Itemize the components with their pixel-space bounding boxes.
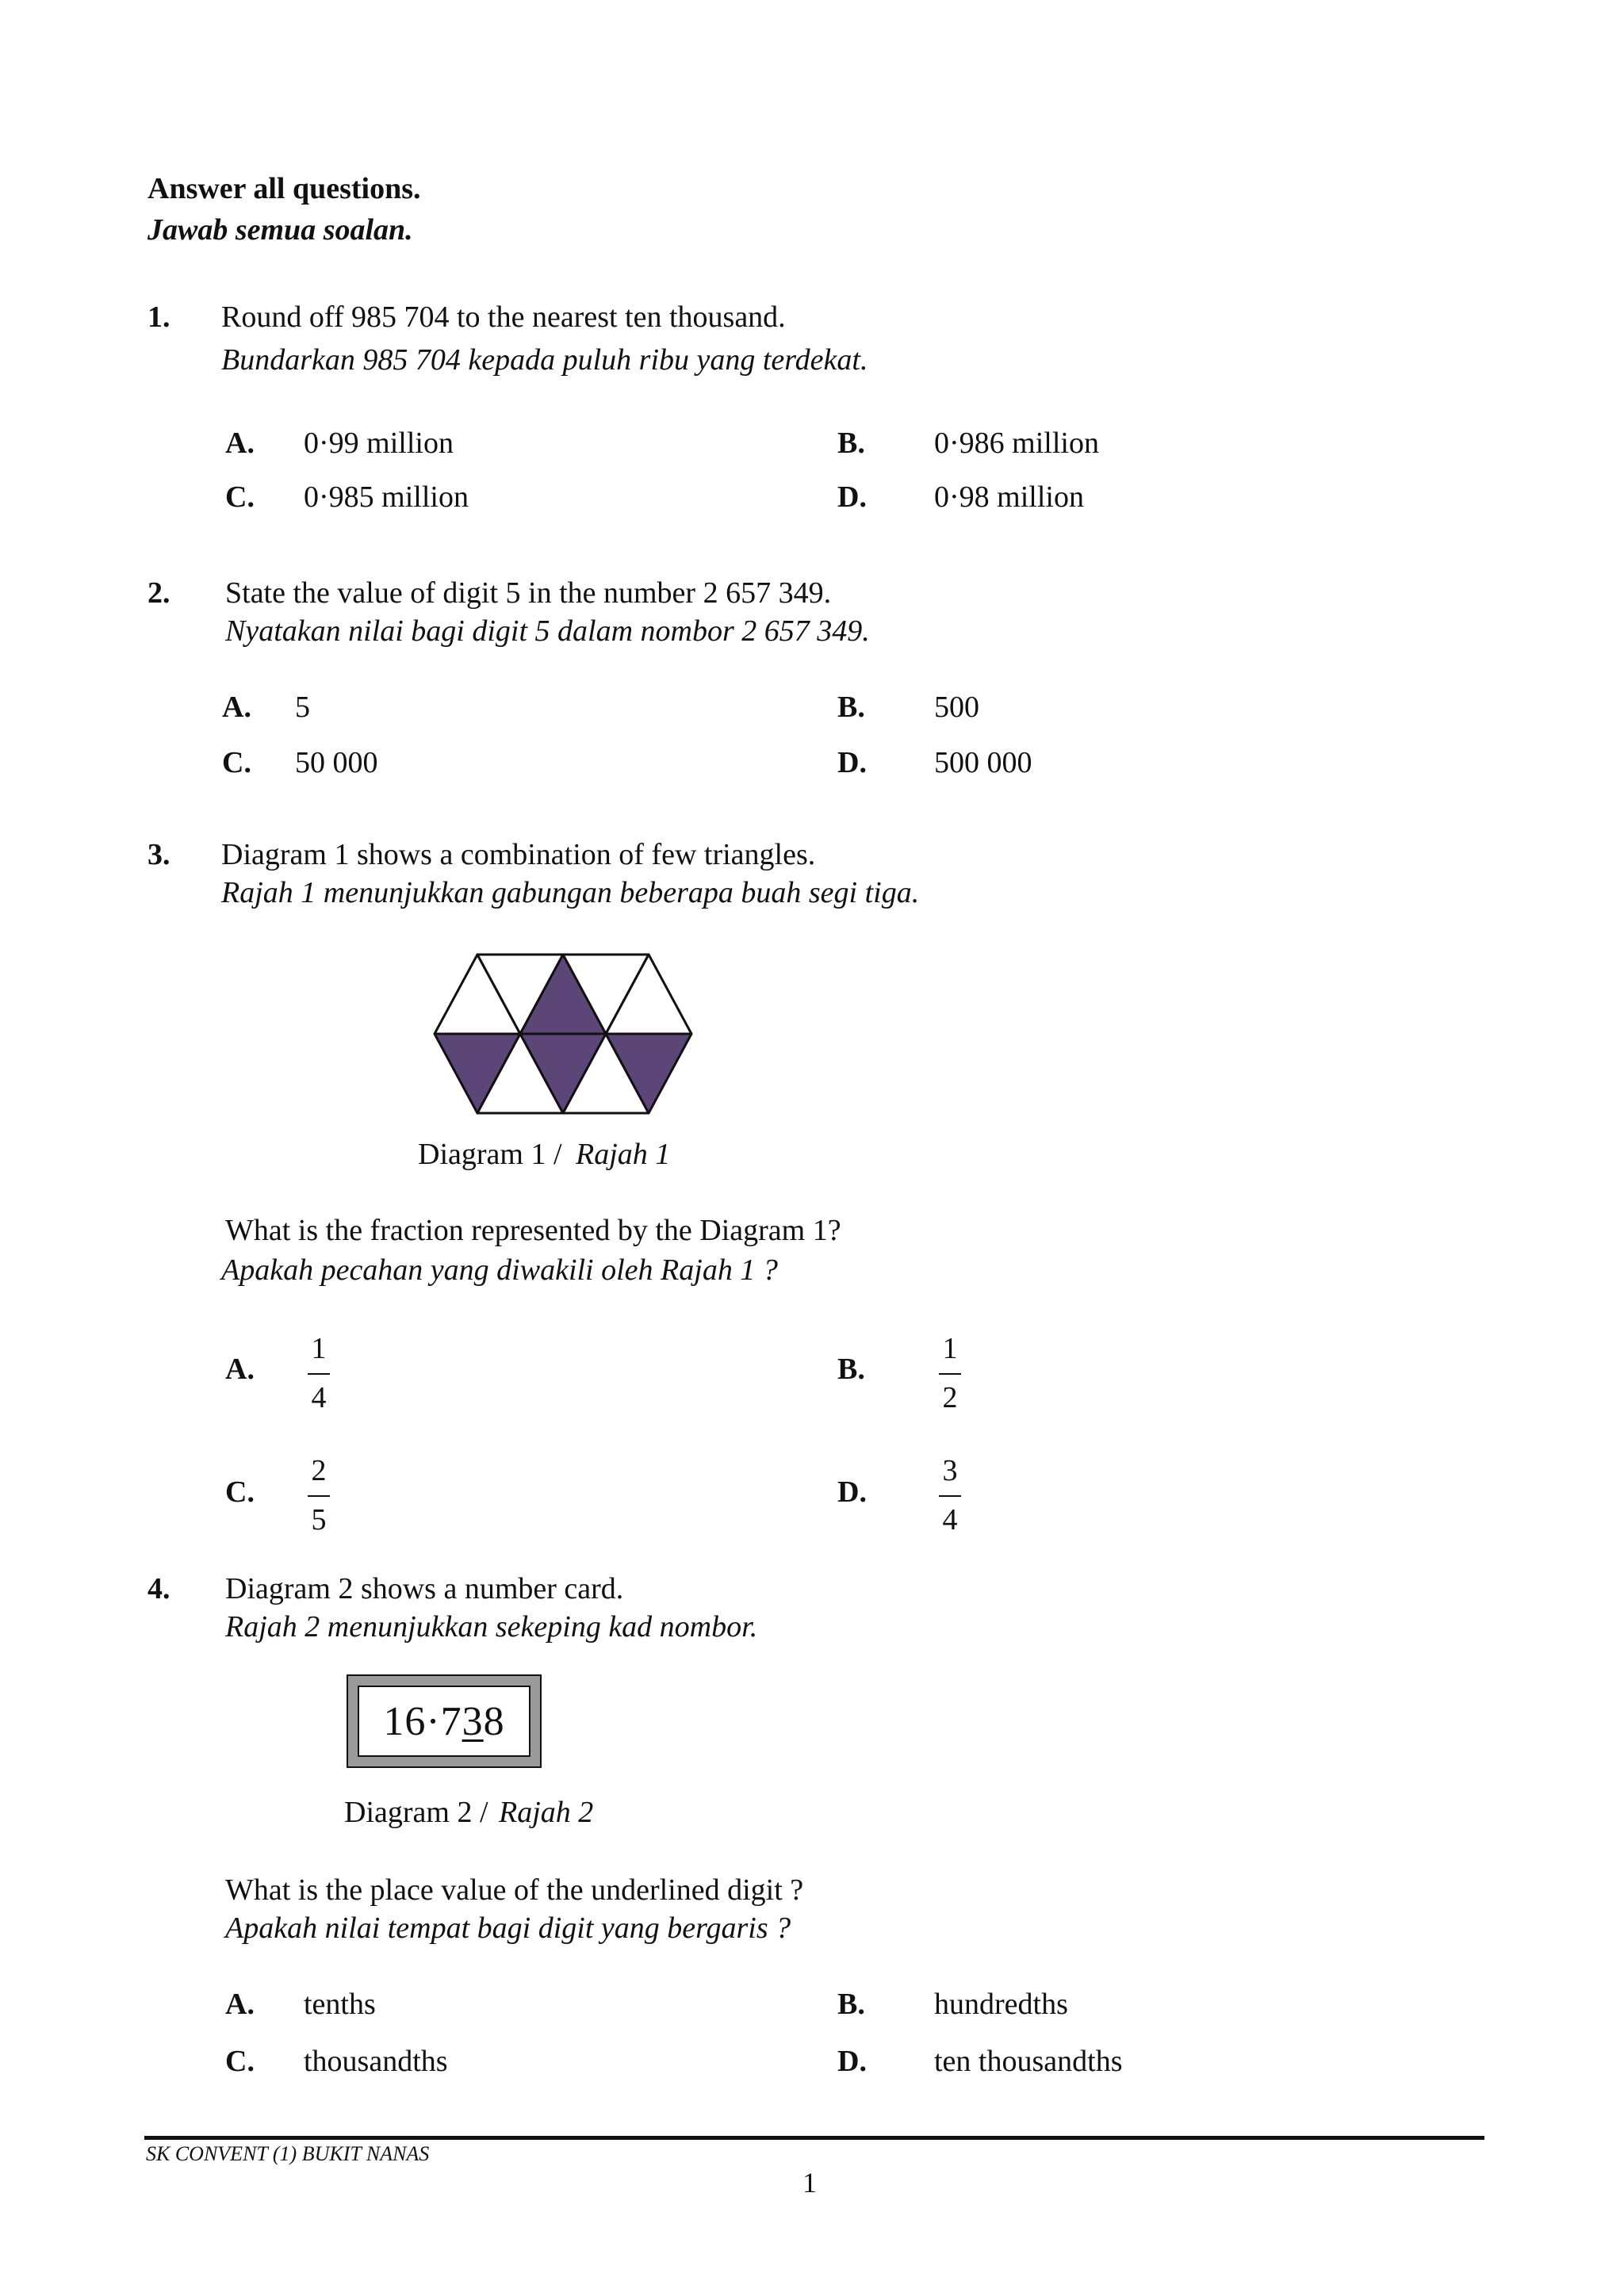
q2-text-ms: Nyatakan nilai bagi digit 5 dalam nombor 2 657 349. (225, 614, 870, 648)
q4-text-ms: Rajah 2 menunjukkan sekeping kad nombor. (225, 1610, 758, 1644)
diagram-2-caption (344, 1795, 593, 1831)
fraction-numerator: 3 (942, 1454, 958, 1487)
q4-option-d-value: ten thousandths (934, 2045, 1123, 2078)
q2-option-d-letter: D. (837, 746, 867, 779)
q3-text-en: Diagram 1 shows a combination of few triangles. (221, 838, 816, 871)
q3-question-ms: Apakah pecahan yang diwakili oleh Rajah 1 ? (221, 1253, 778, 1287)
fraction-numerator: 1 (942, 1332, 958, 1365)
q4-option-b-letter: B. (837, 1988, 865, 2021)
q1-text-en: Round off 985 704 to the nearest ten thousand. (221, 300, 786, 334)
page-number: 1 (802, 2167, 817, 2198)
q3-option-d-letter: D. (837, 1475, 867, 1509)
diagram-1-caption (418, 1137, 670, 1173)
q1-number: 1. (147, 300, 170, 334)
q3-text-ms: Rajah 1 menunjukkan gabungan beberapa buah segi tiga. (221, 876, 920, 909)
q4-option-d-letter: D. (837, 2045, 867, 2078)
q3-option-c-fraction (303, 1456, 335, 1535)
diagram-2-caption-ms: Rajah 2 (499, 1796, 594, 1829)
q4-option-c-value: thousandths (304, 2045, 448, 2078)
q1-option-b-value: 0·986 million (934, 427, 1099, 460)
diagram-1-caption-ms: Rajah 1 (576, 1138, 671, 1171)
q4-question-ms: Apakah nilai tempat bagi digit yang bergaris ? (225, 1911, 791, 1945)
fraction-bar (308, 1495, 330, 1497)
q3-option-a-fraction (303, 1334, 335, 1413)
q3-option-d-fraction (934, 1456, 966, 1535)
q2-option-a-letter: A. (222, 691, 251, 724)
q1-option-b-letter: B. (837, 427, 865, 460)
q2-option-b-value: 500 (934, 691, 979, 724)
q4-option-a-letter: A. (225, 1988, 255, 2021)
q4-option-b-value: hundredths (934, 1988, 1068, 2021)
q4-option-a-value: tenths (304, 1988, 376, 2021)
q2-option-c-letter: C. (222, 746, 251, 779)
fraction-bar (939, 1495, 961, 1497)
q3-question-en: What is the fraction represented by the Diagram 1? (225, 1214, 841, 1247)
fraction-numerator: 1 (311, 1332, 327, 1365)
fraction-denominator: 2 (942, 1381, 958, 1414)
q1-option-a-letter: A. (225, 427, 255, 460)
q1-option-c-value: 0·985 million (304, 480, 469, 514)
fraction-denominator: 4 (311, 1381, 327, 1414)
card-digits-after: 8 (483, 1698, 505, 1744)
q4-option-c-letter: C. (225, 2045, 255, 2078)
q3-option-b-fraction (934, 1334, 966, 1413)
instruction-en: Answer all questions. (147, 172, 421, 205)
fraction-denominator: 5 (311, 1503, 327, 1536)
q3-option-b-letter: B. (837, 1353, 865, 1386)
fraction-denominator: 4 (942, 1503, 958, 1536)
footer-rule (144, 2136, 1484, 2140)
diagram-2-caption-en: Diagram 2 / (344, 1796, 488, 1829)
q1-option-d-letter: D. (837, 480, 867, 514)
number-card-face (358, 1686, 530, 1757)
q2-number: 2. (147, 576, 170, 610)
q2-option-a-value: 5 (295, 691, 310, 724)
q2-option-b-letter: B. (837, 691, 865, 724)
q2-option-c-value: 50 000 (295, 746, 378, 779)
q3-option-a-letter: A. (225, 1353, 255, 1386)
fraction-bar (308, 1373, 330, 1375)
q4-text-en: Diagram 2 shows a number card. (225, 1572, 624, 1605)
card-digits-before: 16·7 (383, 1698, 462, 1744)
q1-option-a-value: 0·99 million (304, 427, 454, 460)
footer-school: SK CONVENT (1) BUKIT NANAS (146, 2142, 430, 2165)
q1-option-d-value: 0·98 million (934, 480, 1084, 514)
q3-number: 3. (147, 838, 170, 871)
card-underlined-digit: 3 (462, 1698, 484, 1744)
q2-text-en: State the value of digit 5 in the number 2 657 349. (225, 576, 832, 610)
q4-number: 4. (147, 1572, 170, 1605)
q2-option-d-value: 500 000 (934, 746, 1032, 779)
fraction-numerator: 2 (311, 1454, 327, 1487)
instruction-ms: Jawab semua soalan. (147, 213, 413, 247)
diagram-1-caption-en: Diagram 1 / (418, 1138, 562, 1171)
fraction-bar (939, 1373, 961, 1375)
q1-text-ms: Bundarkan 985 704 kepada puluh ribu yang terdekat. (221, 343, 868, 377)
q1-option-c-letter: C. (225, 480, 255, 514)
number-card (347, 1674, 542, 1768)
q3-option-c-letter: C. (225, 1475, 255, 1509)
triangle-hexagon-diagram (428, 948, 698, 1123)
q4-question-en: What is the place value of the underlined digit ? (225, 1873, 804, 1907)
